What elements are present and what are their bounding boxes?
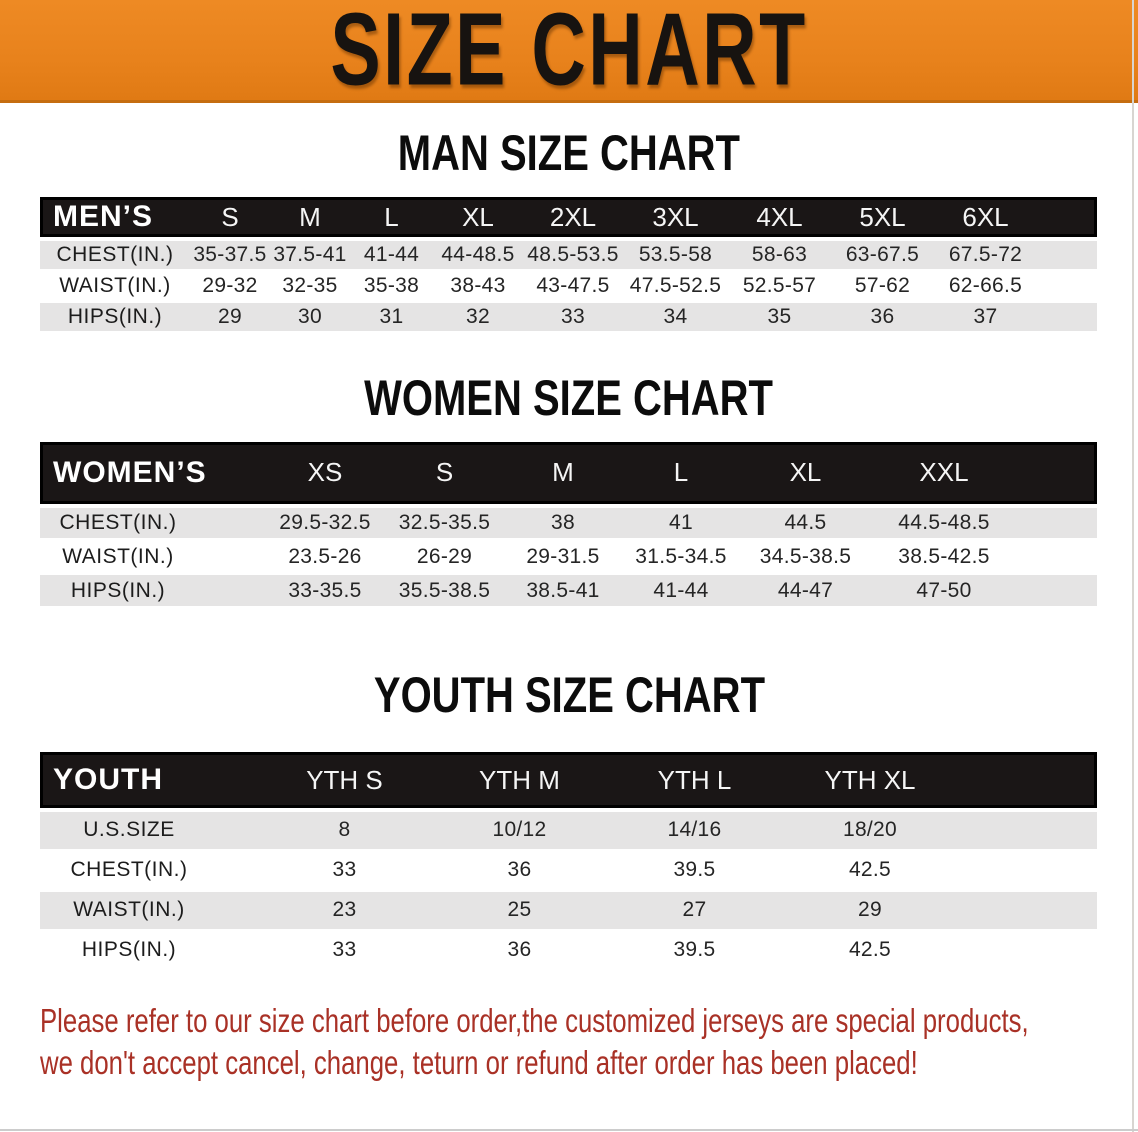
size-cell: 35.5-38.5 — [385, 574, 504, 608]
spacer-cell — [958, 930, 1097, 970]
size-cell: 58-63 — [728, 239, 831, 270]
size-cell: 44.5-48.5 — [871, 506, 1017, 540]
size-cell: 42.5 — [782, 930, 958, 970]
table-row — [40, 930, 1097, 970]
header-spacer — [1037, 197, 1097, 239]
size-column-header: S — [385, 442, 504, 506]
row-label: WAIST(IN.) — [40, 890, 257, 930]
size-cell: 44-47 — [740, 574, 871, 608]
table-row — [40, 810, 1097, 850]
row-label: WAIST(IN.) — [40, 540, 265, 574]
size-cell: 53.5-58 — [623, 239, 728, 270]
size-column-header: 4XL — [728, 197, 831, 239]
women-size-table — [40, 442, 1097, 610]
size-cell: 33 — [257, 850, 432, 890]
size-cell: 10/12 — [432, 810, 607, 850]
size-chart-banner — [0, 0, 1138, 107]
size-cell: 44.5 — [740, 506, 871, 540]
size-cell: 29-31.5 — [504, 540, 622, 574]
size-cell: 26-29 — [385, 540, 504, 574]
size-column-header: S — [190, 197, 270, 239]
table-row — [40, 301, 1097, 332]
men-section — [0, 125, 1138, 334]
table-row — [40, 890, 1097, 930]
size-cell: 38 — [504, 506, 622, 540]
spacer-cell — [958, 810, 1097, 850]
size-cell: 32 — [433, 301, 523, 332]
spacer-cell — [958, 890, 1097, 930]
spacer-cell — [1037, 239, 1097, 270]
size-cell: 41-44 — [350, 239, 433, 270]
disclaimer-line: we don't accept cancel, change, teturn or refund after order has been placed! — [40, 1043, 918, 1081]
row-label: HIPS(IN.) — [40, 574, 265, 608]
table-row — [40, 239, 1097, 270]
size-cell: 67.5-72 — [934, 239, 1037, 270]
size-cell: 38-43 — [433, 270, 523, 301]
size-cell: 31 — [350, 301, 433, 332]
size-cell: 29-32 — [190, 270, 270, 301]
spacer-cell — [1017, 540, 1097, 574]
size-cell: 44-48.5 — [433, 239, 523, 270]
size-cell: 35-37.5 — [190, 239, 270, 270]
size-cell: 30 — [270, 301, 350, 332]
size-column-header: 3XL — [623, 197, 728, 239]
size-cell: 48.5-53.5 — [523, 239, 623, 270]
size-cell: 38.5-42.5 — [871, 540, 1017, 574]
size-cell: 47-50 — [871, 574, 1017, 608]
size-column-header: XL — [740, 442, 871, 506]
size-column-header: L — [350, 197, 433, 239]
table-row — [40, 574, 1097, 608]
size-column-header: 6XL — [934, 197, 1037, 239]
group-label: MEN’S — [40, 197, 190, 239]
size-cell: 29 — [782, 890, 958, 930]
size-cell: 34 — [623, 301, 728, 332]
size-cell: 27 — [607, 890, 782, 930]
size-cell: 37.5-41 — [270, 239, 350, 270]
table-row — [40, 506, 1097, 540]
size-cell: 39.5 — [607, 930, 782, 970]
spacer-cell — [1037, 301, 1097, 332]
spacer-cell — [958, 850, 1097, 890]
size-column-header: 5XL — [831, 197, 934, 239]
size-column-header: XS — [265, 442, 385, 506]
group-label: WOMEN’S — [40, 442, 265, 506]
size-cell: 14/16 — [607, 810, 782, 850]
size-cell: 29.5-32.5 — [265, 506, 385, 540]
size-cell: 35-38 — [350, 270, 433, 301]
size-cell: 23.5-26 — [265, 540, 385, 574]
table-row — [40, 540, 1097, 574]
banner-title: SIZE CHART — [330, 0, 808, 107]
size-column-header: YTH M — [432, 752, 607, 810]
women-chart-heading-text: WOMEN SIZE CHART — [364, 369, 774, 426]
youth-section — [0, 667, 1138, 972]
disclaimer — [40, 1000, 1138, 1084]
size-cell: 36 — [831, 301, 934, 332]
youth-size-table — [40, 752, 1097, 972]
size-cell: 43-47.5 — [523, 270, 623, 301]
row-label: WAIST(IN.) — [40, 270, 190, 301]
row-label: HIPS(IN.) — [40, 930, 257, 970]
size-column-header: L — [622, 442, 740, 506]
size-table-header-row — [40, 752, 1097, 810]
size-cell: 8 — [257, 810, 432, 850]
size-cell: 42.5 — [782, 850, 958, 890]
size-cell: 37 — [934, 301, 1037, 332]
size-column-header: YTH S — [257, 752, 432, 810]
row-label: U.S.SIZE — [40, 810, 257, 850]
header-spacer — [958, 752, 1097, 810]
row-label: HIPS(IN.) — [40, 301, 190, 332]
scan-edge-right — [1132, 0, 1134, 1132]
size-cell: 18/20 — [782, 810, 958, 850]
row-label: CHEST(IN.) — [40, 850, 257, 890]
size-column-header: YTH L — [607, 752, 782, 810]
spacer-cell — [1037, 270, 1097, 301]
disclaimer-line: Please refer to our size chart before order,the customized jerseys are special products, — [40, 1001, 1029, 1039]
women-chart-heading — [0, 369, 1138, 426]
women-section — [0, 369, 1138, 610]
men-size-table — [40, 197, 1097, 334]
size-cell: 36 — [432, 850, 607, 890]
size-cell: 63-67.5 — [831, 239, 934, 270]
size-cell: 57-62 — [831, 270, 934, 301]
size-cell: 47.5-52.5 — [623, 270, 728, 301]
size-cell: 62-66.5 — [934, 270, 1037, 301]
size-cell: 29 — [190, 301, 270, 332]
size-cell: 33-35.5 — [265, 574, 385, 608]
size-table-header-row — [40, 197, 1097, 239]
size-cell: 23 — [257, 890, 432, 930]
size-column-header: 2XL — [523, 197, 623, 239]
table-row — [40, 270, 1097, 301]
table-row — [40, 850, 1097, 890]
size-cell: 32-35 — [270, 270, 350, 301]
spacer-cell — [1017, 574, 1097, 608]
men-chart-heading — [0, 125, 1138, 181]
size-column-header: M — [504, 442, 622, 506]
row-label: CHEST(IN.) — [40, 239, 190, 270]
size-cell: 31.5-34.5 — [622, 540, 740, 574]
size-table-header-row — [40, 442, 1097, 506]
size-cell: 39.5 — [607, 850, 782, 890]
row-label: CHEST(IN.) — [40, 506, 265, 540]
spacer-cell — [1017, 506, 1097, 540]
group-label: YOUTH — [40, 752, 257, 810]
size-cell: 52.5-57 — [728, 270, 831, 301]
size-cell: 34.5-38.5 — [740, 540, 871, 574]
scan-edge-bottom — [0, 1129, 1138, 1131]
size-cell: 41-44 — [622, 574, 740, 608]
size-column-header: YTH XL — [782, 752, 958, 810]
size-cell: 35 — [728, 301, 831, 332]
size-column-header: M — [270, 197, 350, 239]
size-column-header: XL — [433, 197, 523, 239]
youth-chart-heading-text: YOUTH SIZE CHART — [373, 667, 765, 723]
header-spacer — [1017, 442, 1097, 506]
youth-chart-heading — [0, 667, 1138, 723]
men-chart-heading-text: MAN SIZE CHART — [397, 125, 741, 181]
size-cell: 36 — [432, 930, 607, 970]
size-cell: 25 — [432, 890, 607, 930]
size-cell: 33 — [523, 301, 623, 332]
size-column-header: XXL — [871, 442, 1017, 506]
size-cell: 32.5-35.5 — [385, 506, 504, 540]
size-cell: 38.5-41 — [504, 574, 622, 608]
size-cell: 33 — [257, 930, 432, 970]
size-cell: 41 — [622, 506, 740, 540]
